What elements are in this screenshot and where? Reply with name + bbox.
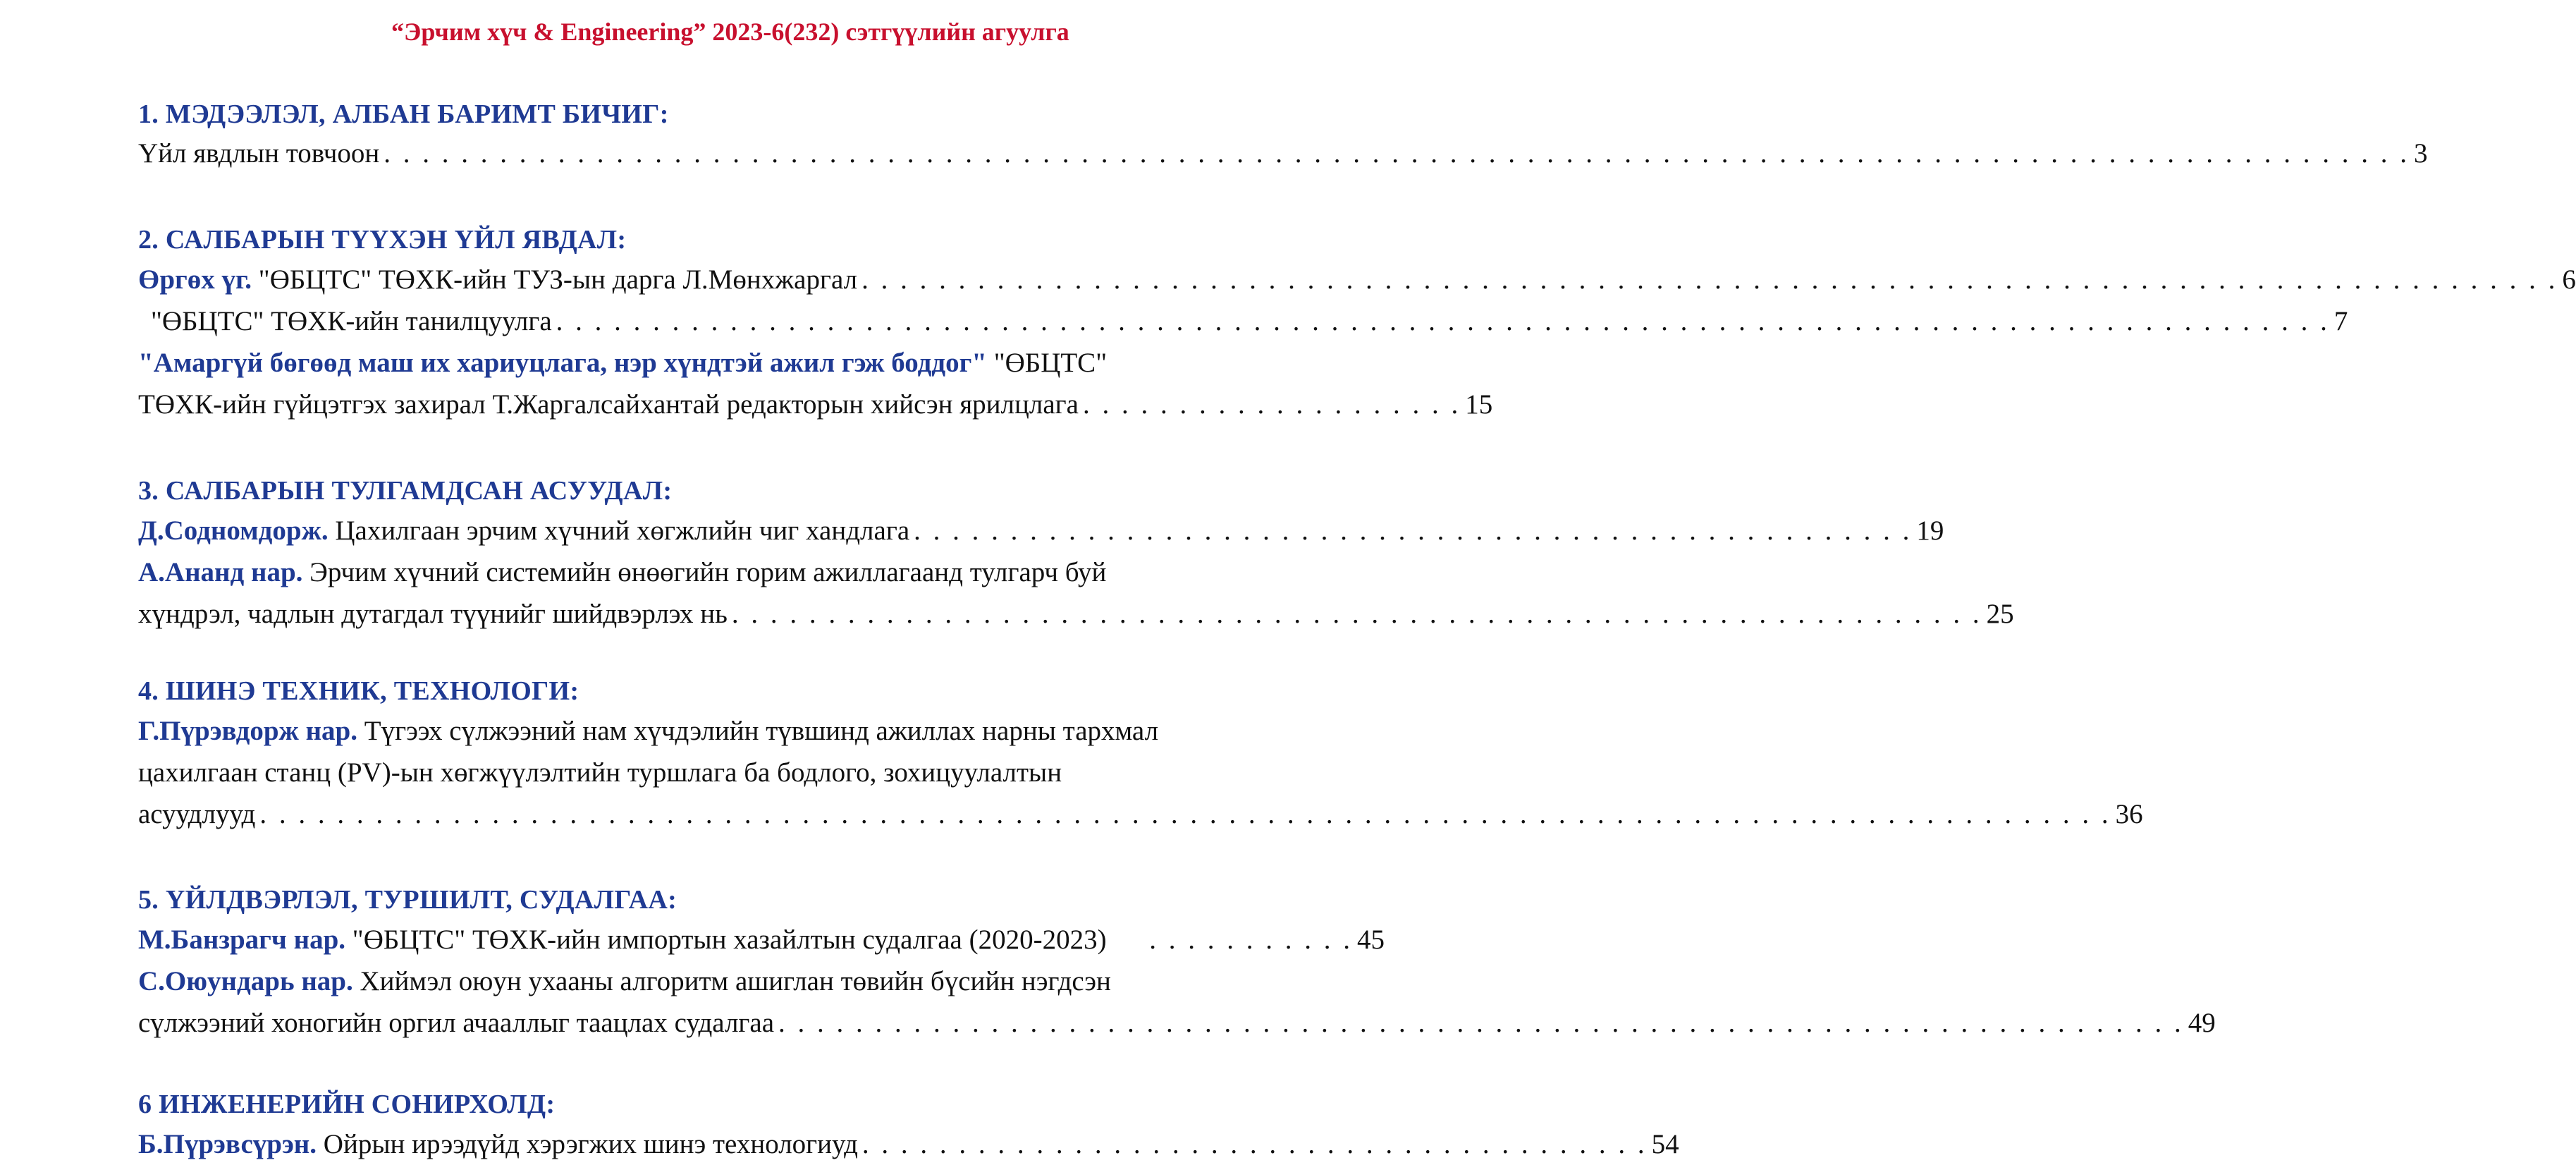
entry-title: ТӨХК-ийн гүйцэтгэх захирал Т.Жаргалсайхантай редакторын хийсэн ярилцлага — [138, 389, 1079, 420]
section-heading-5: 5. ҮЙЛДВЭРЛЭЛ, ТУРШИЛТ, СУДАЛГАА: — [138, 885, 677, 915]
toc-entry-line[interactable]: цахилгаан станц (PV)-ын хөгжүүлэлтийн туршлага ба бодлого, зохицуулалтын — [138, 757, 1062, 788]
section-heading-4: 4. ШИНЭ ТЕХНИК, ТЕХНОЛОГИ: — [138, 676, 579, 706]
toc-entry[interactable] — [138, 133, 2428, 174]
toc-entry-line[interactable] — [138, 711, 1158, 752]
toc-entry-line[interactable] — [138, 552, 1106, 593]
document-title: “Эрчим хүч & Engineering” 2023-6(232) сэтгүүлийн агуулга — [391, 18, 1069, 46]
section-heading-3: 3. САЛБАРЫН ТУЛГАМДСАН АСУУДАЛ: — [138, 476, 673, 506]
entry-text: "ӨБЦТС" — [993, 348, 1108, 378]
toc-entry-line[interactable] — [138, 961, 1111, 1002]
dot-leader: . . . . . . . . . . . . . . . . . . . . . . . . . . . . . . . . . . . . . . . . . . . . . . . . . . . . . . . . . . . . . . . . . . . . . . . . . . . . . . . . . . . . . . . . — [861, 264, 2558, 295]
entry-text: "ӨБЦТС" ТӨХК-ийн ТУЗ-ын дарга Л.Мөнхжаргал — [258, 264, 858, 295]
dot-leader: . . . . . . . . . . . . . . . . . . . . . . . . . . . . . . . . . . . . . . . . . . . . . . . . . . . . . . . . . . . . . . . . . . . . . . . . . — [778, 1008, 2184, 1038]
entry-author: Д.Содномдорж. — [138, 516, 329, 546]
toc-entry[interactable] — [138, 384, 1493, 425]
toc-entry[interactable] — [138, 260, 2576, 300]
entry-title: асуудлууд — [138, 799, 256, 829]
section-heading-6: 6 ИНЖЕНЕРИЙН СОНИРХОЛД: — [138, 1090, 556, 1119]
page-number: 49 — [2188, 1008, 2216, 1038]
entry-text: Цахилгаан эрчим хүчний хөгжлийн чиг хандлага — [335, 516, 910, 546]
toc-entry-line[interactable] — [138, 343, 1107, 384]
page-number: 7 — [2333, 306, 2348, 336]
entry-text: Эрчим хүчний системийн өнөөгийн горим ажиллагаанд тулгарч буй — [309, 557, 1107, 587]
entry-author: Г.Пүрэвдорж нар. — [138, 716, 357, 746]
dot-leader: . . . . . . . . . . . . . . . . . . . . . . . . . . . . . . . . . . . . . . . . . . . . . . . . . . . . . . . . . . . . . . . . . . . . . . . . . . . . . . . . . . . . . . . . . . . . . . . . . . . . . . . . . — [384, 138, 2410, 169]
entry-text: Хиймэл оюун ухааны алгоритм ашиглан төвийн бүсийн нэгдсэн — [360, 966, 1111, 996]
toc-entry[interactable] — [138, 1003, 2216, 1044]
page-number: 6 — [2562, 264, 2576, 295]
entry-title — [138, 1124, 858, 1165]
dot-leader: . . . . . . . . . . . . . . . . . . . . . . . . . . . . . . . . . . . . . . . . . . . . . . . . . . . . . . . . . . . . . . . . . . . . . . . . . . . . . . . . . . . . . . . . . . . . — [556, 306, 2330, 336]
entry-title: сүлжээний хоногийн оргил ачааллыг таацлах судалгаа — [138, 1008, 775, 1038]
page-number: 25 — [1986, 599, 2014, 629]
dot-leader: . . . . . . . . . . . . . . . . . . . . . . . . . . . . . . . . . . . . . . . . . — [861, 1129, 1648, 1159]
entry-author: Б.Пүрэвсүрэн. — [138, 1129, 317, 1159]
dot-leader: . . . . . . . . . . . . . . . . . . . . . . . . . . . . . . . . . . . . . . . . . . . . . . . . . . . . . . . . . . . . . . . . . — [731, 599, 1982, 629]
entry-title — [138, 511, 909, 551]
entry-title: "ӨБЦТС" ТӨХК-ийн танилцуулга — [151, 306, 552, 336]
entry-title: хүндрэл, чадлын дутагдал түүнийг шийдвэрлэх нь — [138, 599, 728, 629]
entry-author: М.Банзрагч нар. — [138, 925, 346, 955]
entry-text: Түгээх сүлжээний нам хүчдэлийн түвшинд ажиллах нарны тархмал — [364, 716, 1159, 746]
entry-title — [138, 260, 857, 300]
dot-leader: . . . . . . . . . . . . . . . . . . . . — [1082, 389, 1461, 420]
toc-entry[interactable] — [138, 594, 2014, 635]
toc-entry[interactable] — [138, 1124, 1679, 1165]
page-number: 45 — [1357, 925, 1385, 955]
entry-quote-title: "Амаргүй бөгөөд маш их хариуцлага, нэр хүндтэй ажил гэж боддог" — [138, 348, 987, 378]
section-heading-2: 2. САЛБАРЫН ТҮҮХЭН ҮЙЛ ЯВДАЛ: — [138, 225, 627, 255]
dot-leader: . . . . . . . . . . . . . . . . . . . . . . . . . . . . . . . . . . . . . . . . . . . . . . . . . . . . . . . . . . . . . . . . . . . . . . . . . . . . . . . . . . . . . . . . . . . . . . . . — [259, 799, 2111, 829]
entry-author: А.Ананд нар. — [138, 557, 303, 587]
entry-author: Өргөх үг. — [138, 264, 252, 295]
toc-entry[interactable] — [138, 920, 1385, 960]
page-number: 54 — [1651, 1129, 1679, 1159]
section-heading-1: 1. МЭДЭЭЛЭЛ, АЛБАН БАРИМТ БИЧИГ: — [138, 99, 669, 129]
toc-entry[interactable] — [151, 301, 2348, 342]
entry-title — [138, 920, 1107, 960]
toc-entry[interactable] — [138, 794, 2143, 835]
page-number: 36 — [2115, 799, 2143, 829]
page-number: 3 — [2413, 138, 2428, 169]
entry-title: Үйл явдлын товчоон — [138, 138, 380, 169]
dot-leader: . . . . . . . . . . . — [1149, 925, 1353, 955]
page-number: 19 — [1916, 516, 1944, 546]
dot-leader: . . . . . . . . . . . . . . . . . . . . . . . . . . . . . . . . . . . . . . . . . . . . . . . . . . . . — [914, 516, 1913, 546]
toc-entry[interactable] — [138, 511, 1944, 551]
entry-text: Ойрын ирээдүйд хэрэгжих шинэ технологиуд — [323, 1129, 858, 1159]
entry-author: С.Оюундарь нар. — [138, 966, 353, 996]
page-number: 15 — [1465, 389, 1493, 420]
entry-text: "ӨБЦТС" ТӨХК-ийн импортын хазайлтын судалгаа (2020-2023) — [352, 925, 1107, 955]
